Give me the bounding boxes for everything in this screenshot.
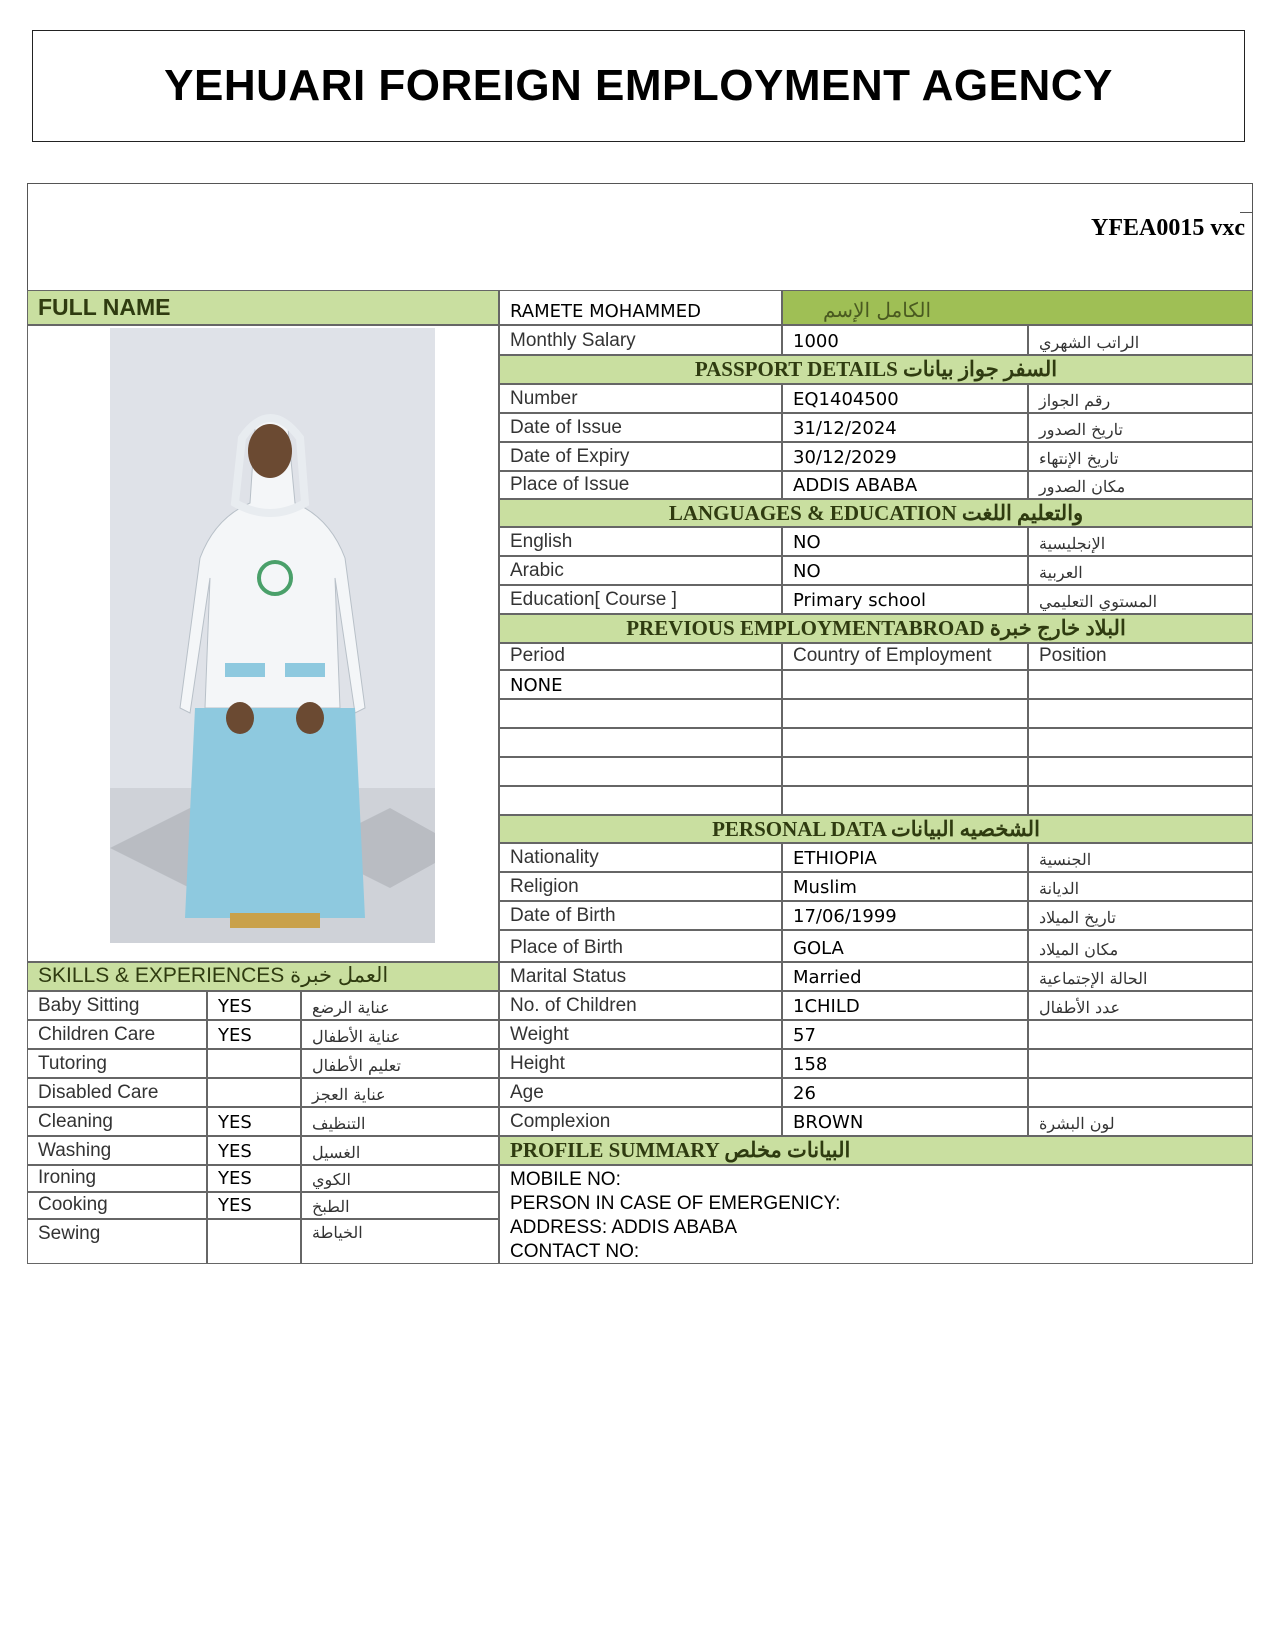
personal-heading: PERSONAL DATA الشخصيه البيانات [499, 815, 1253, 843]
weight-label: Weight [499, 1020, 782, 1049]
employment-row [782, 786, 1028, 815]
birth-date-arabic: تاريخ الميلاد [1028, 901, 1253, 930]
english-arabic: الإنجليسية [1028, 527, 1253, 556]
reference-code: YFEA0015 vxc [1091, 215, 1245, 241]
birth-date-label: Date of Birth [499, 901, 782, 930]
skill-label: Washing [27, 1136, 207, 1165]
passport-number-value: EQ1404500 [782, 384, 1028, 413]
children-arabic: عدد الأطفال [1028, 991, 1253, 1020]
skill-value: YES [207, 991, 301, 1020]
skill-label: Baby Sitting [27, 991, 207, 1020]
skill-value: YES [207, 1136, 301, 1165]
skill-arabic: عناية الرضع [301, 991, 499, 1020]
marital-value: Married [782, 962, 1028, 991]
skill-arabic: عناية الأطفال [301, 1020, 499, 1049]
employment-row [782, 757, 1028, 786]
skill-value [207, 1078, 301, 1107]
birth-date-value: 17/06/1999 [782, 901, 1028, 930]
children-label: No. of Children [499, 991, 782, 1020]
skill-arabic: الكوي [301, 1165, 499, 1192]
height-value: 158 [782, 1049, 1028, 1078]
expiry-date-value: 30/12/2029 [782, 442, 1028, 471]
summary-contact: CONTACT NO: [510, 1241, 640, 1262]
employment-row [782, 670, 1028, 699]
skill-arabic: الطبخ [301, 1192, 499, 1219]
complexion-label: Complexion [499, 1107, 782, 1136]
marital-label: Marital Status [499, 962, 782, 991]
languages-heading: LANGUAGES & EDUCATION والتعليم اللغت [499, 499, 1253, 527]
passport-heading: PASSPORT DETAILS السفر جواز بيانات [499, 355, 1253, 384]
age-label: Age [499, 1078, 782, 1107]
profile-summary-heading: PROFILE SUMMARY البيانات مخلص [499, 1136, 1253, 1165]
issue-place-value: ADDIS ABABA [782, 471, 1028, 499]
employment-row [1028, 757, 1253, 786]
religion-value: Muslim [782, 872, 1028, 901]
employment-row [499, 728, 782, 757]
employment-row [782, 699, 1028, 728]
employment-row [1028, 728, 1253, 757]
skill-label: Tutoring [27, 1049, 207, 1078]
education-value: Primary school [782, 585, 1028, 614]
corner-mark [1240, 212, 1252, 213]
summary-mobile: MOBILE NO: [510, 1169, 621, 1190]
employment-col-country: Country of Employment [782, 643, 1028, 670]
employment-col-period: Period [499, 643, 782, 670]
salary-label: Monthly Salary [499, 325, 782, 355]
skills-heading: SKILLS & EXPERIENCES العمل خبرة [27, 962, 499, 991]
employment-row [1028, 670, 1253, 699]
employment-row: NONE [499, 670, 782, 699]
summary-address: ADDRESS: ADDIS ABABA [510, 1217, 738, 1238]
skill-label: Cooking [27, 1192, 207, 1219]
salary-arabic: الراتب الشهري [1028, 325, 1253, 355]
weight-value: 57 [782, 1020, 1028, 1049]
issue-place-arabic: مكان الصدور [1028, 471, 1253, 499]
religion-label: Religion [499, 872, 782, 901]
agency-title-box [32, 30, 1245, 142]
skill-label: Cleaning [27, 1107, 207, 1136]
skill-value: YES [207, 1192, 301, 1219]
education-arabic: المستوي التعليمي [1028, 585, 1253, 614]
skill-label: Ironing [27, 1165, 207, 1192]
salary-value: 1000 [782, 325, 1028, 355]
english-label: English [499, 527, 782, 556]
issue-place-label: Place of Issue [499, 471, 782, 499]
expiry-date-arabic: تاريخ الإنتهاء [1028, 442, 1253, 471]
expiry-date-label: Date of Expiry [499, 442, 782, 471]
skill-arabic: تعليم الأطفال [301, 1049, 499, 1078]
nationality-arabic: الجنسية [1028, 843, 1253, 872]
height-arabic [1028, 1049, 1253, 1078]
age-arabic [1028, 1078, 1253, 1107]
children-value: 1CHILD [782, 991, 1028, 1020]
employment-row [499, 699, 782, 728]
marital-arabic: الحالة الإجتماعية [1028, 962, 1253, 991]
arabic-value: NO [782, 556, 1028, 585]
full-name-value: RAMETE MOHAMMED [499, 290, 782, 325]
applicant-photo-image [110, 328, 435, 943]
skill-label: Children Care [27, 1020, 207, 1049]
skill-value: YES [207, 1107, 301, 1136]
issue-date-value: 31/12/2024 [782, 413, 1028, 442]
english-value: NO [782, 527, 1028, 556]
passport-number-label: Number [499, 384, 782, 413]
skill-label: Disabled Care [27, 1078, 207, 1107]
skill-arabic: الخياطة [301, 1219, 499, 1264]
profile-summary-box [499, 1165, 1253, 1264]
skill-value: YES [207, 1165, 301, 1192]
employment-row [1028, 786, 1253, 815]
age-value: 26 [782, 1078, 1028, 1107]
weight-arabic [1028, 1020, 1253, 1049]
full-name-arabic: الكامل الإسم [782, 290, 1253, 325]
arabic-arabic: العربية [1028, 556, 1253, 585]
full-name-label: FULL NAME [27, 290, 499, 325]
employment-col-position: Position [1028, 643, 1253, 670]
employment-heading: PREVIOUS EMPLOYMENTABROAD البلاد خارج خبرة [499, 614, 1253, 643]
issue-date-label: Date of Issue [499, 413, 782, 442]
summary-emergency: PERSON IN CASE OF EMERGENICY: [510, 1193, 841, 1214]
agency-title: YEHUARI FOREIGN EMPLOYMENT AGENCY [164, 61, 1113, 110]
education-label: Education[ Course ] [499, 585, 782, 614]
skill-value [207, 1219, 301, 1264]
birth-place-value: GOLA [782, 930, 1028, 962]
complexion-arabic: لون البشرة [1028, 1107, 1253, 1136]
skill-value: YES [207, 1020, 301, 1049]
employment-row [499, 757, 782, 786]
skill-arabic: التنظيف [301, 1107, 499, 1136]
employment-row [782, 728, 1028, 757]
employment-row [1028, 699, 1253, 728]
skill-value [207, 1049, 301, 1078]
complexion-value: BROWN [782, 1107, 1028, 1136]
applicant-photo [110, 328, 435, 943]
passport-number-arabic: رقم الجواز [1028, 384, 1253, 413]
birth-place-label: Place of Birth [499, 930, 782, 962]
nationality-value: ETHIOPIA [782, 843, 1028, 872]
religion-arabic: الديانة [1028, 872, 1253, 901]
issue-date-arabic: تاريخ الصدور [1028, 413, 1253, 442]
skill-arabic: الغسيل [301, 1136, 499, 1165]
employment-row [499, 786, 782, 815]
nationality-label: Nationality [499, 843, 782, 872]
skill-label: Sewing [27, 1219, 207, 1264]
arabic-label: Arabic [499, 556, 782, 585]
skill-arabic: عناية العجز [301, 1078, 499, 1107]
height-label: Height [499, 1049, 782, 1078]
birth-place-arabic: مكان الميلاد [1028, 930, 1253, 962]
